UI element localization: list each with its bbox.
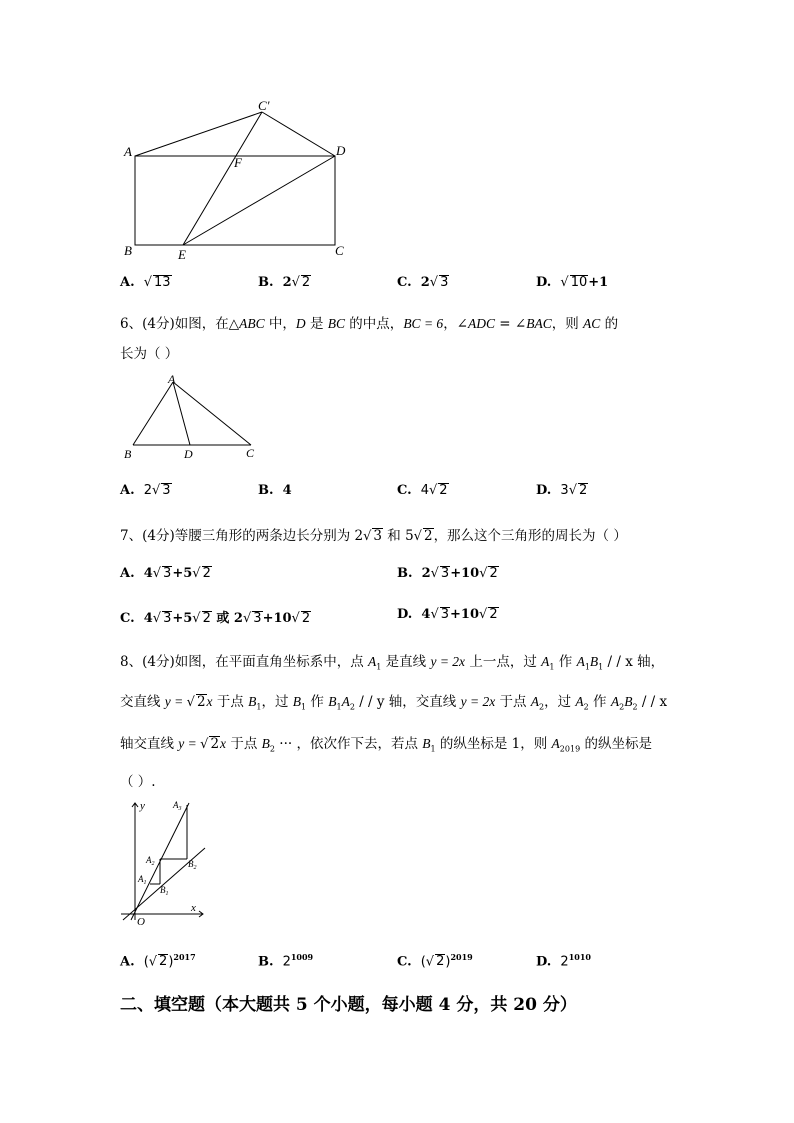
q6-option-b[interactable]: B. 4: [258, 483, 292, 498]
section-heading-fill-in: 二、填空题（本大题共 5 个小题，每小题 4 分，共 20 分）: [120, 995, 577, 1015]
q7-option-a[interactable]: A. 4√ 3+5√ 2: [120, 566, 211, 581]
q5-option-d[interactable]: D. √ 10+1: [536, 275, 609, 290]
q6-option-d[interactable]: D. 3√ 2: [536, 483, 588, 498]
q8-option-d[interactable]: D. $2^{1010}$: [536, 952, 591, 970]
q8-stem-line3: 轴交直线 y = √ 2x 于点 $B_2$ ··· ，依次作下去，若点 $B_1$ 的纵坐标是 1，则 $A_{2019}$ 的纵坐标是: [120, 736, 652, 754]
q6-option-c[interactable]: C. 4√ 2: [397, 483, 448, 498]
label-A3: $A_3$: [173, 800, 182, 812]
label-A1: $A_1$: [138, 874, 147, 886]
tri-label-C: C: [246, 446, 255, 460]
tri-label-A: A: [168, 372, 176, 386]
figure-rectangle-fold: [110, 95, 370, 265]
q5-option-a[interactable]: A. √ 13: [120, 275, 171, 290]
q7-option-c[interactable]: C. 4√ 3+5√ 2 或 2√ 3+10√ 2: [120, 611, 311, 626]
q7-stem: 7、(4分)等腰三角形的两条边长分别为 2√ 3 和 5√ 2，那么这个三角形的周长为（ ）: [120, 528, 627, 544]
q6-option-a[interactable]: A. 2√ 3: [120, 483, 171, 498]
label-B2: $B_2$: [188, 859, 197, 871]
segment-e-d: [183, 156, 335, 245]
q6-stem-line2: 长为（ ）: [120, 346, 179, 362]
segment-cprime-d: [262, 112, 335, 156]
origin-label: O: [137, 916, 145, 925]
label-A2: $A_2$: [146, 855, 155, 867]
q8-option-c[interactable]: C. (√ 2)$^{2019}$: [397, 952, 473, 970]
segment-a-cprime: [135, 112, 262, 156]
q7-option-d[interactable]: D. 4√ 3+10√ 2: [397, 607, 498, 622]
q5-option-c[interactable]: C. 2√ 3: [397, 275, 449, 290]
tri-label-D: D: [184, 447, 193, 461]
label-A: A: [124, 144, 132, 159]
tri-label-B: B: [124, 447, 132, 461]
label-E: E: [178, 247, 186, 262]
q6-stem-line1: 6、(4分)如图，在△ABC 中，D 是 BC 的中点，BC = 6，∠ADC = ∠BAC，则 AC 的: [120, 316, 619, 332]
label-C-prime: C': [258, 98, 270, 113]
segment-cprime-e: [183, 112, 262, 245]
q8-option-b[interactable]: B. $2^{1009}$: [258, 952, 314, 970]
label-B: B: [124, 243, 132, 258]
label-B1: $B_1$: [160, 885, 169, 897]
axis-label-y: y: [140, 800, 145, 812]
label-C: C: [335, 243, 344, 258]
q8-option-a[interactable]: A. (√ 2)$^{2017}$: [120, 952, 196, 970]
q8-stem-line4: （ ）.: [120, 774, 156, 790]
label-D: D: [336, 143, 346, 158]
q8-stem-line1: 8、(4分)如图，在平面直角坐标系中，点 $A_1$ 是直线 y = 2x 上一点，过 $A_1$ 作 $A_1B_1$ / / x 轴，: [120, 654, 665, 672]
axis-label-x: x: [191, 902, 196, 914]
q5-option-b[interactable]: B. 2√ 2: [258, 275, 311, 290]
label-F: F: [234, 155, 242, 170]
q8-stem-line2: 交直线 y = √ 2x 于点 $B_1$，过 $B_1$ 作 $B_1A_2$ / / y 轴，交直线 y = 2x 于点 $A_2$，过 $A_2$ 作 $A_2B_2$ / / x: [120, 694, 668, 712]
figure-triangle-abc: [118, 370, 268, 465]
figure-coordinate-plane: [115, 795, 215, 925]
q7-option-b[interactable]: B. 2√ 3+10√ 2: [397, 566, 498, 581]
